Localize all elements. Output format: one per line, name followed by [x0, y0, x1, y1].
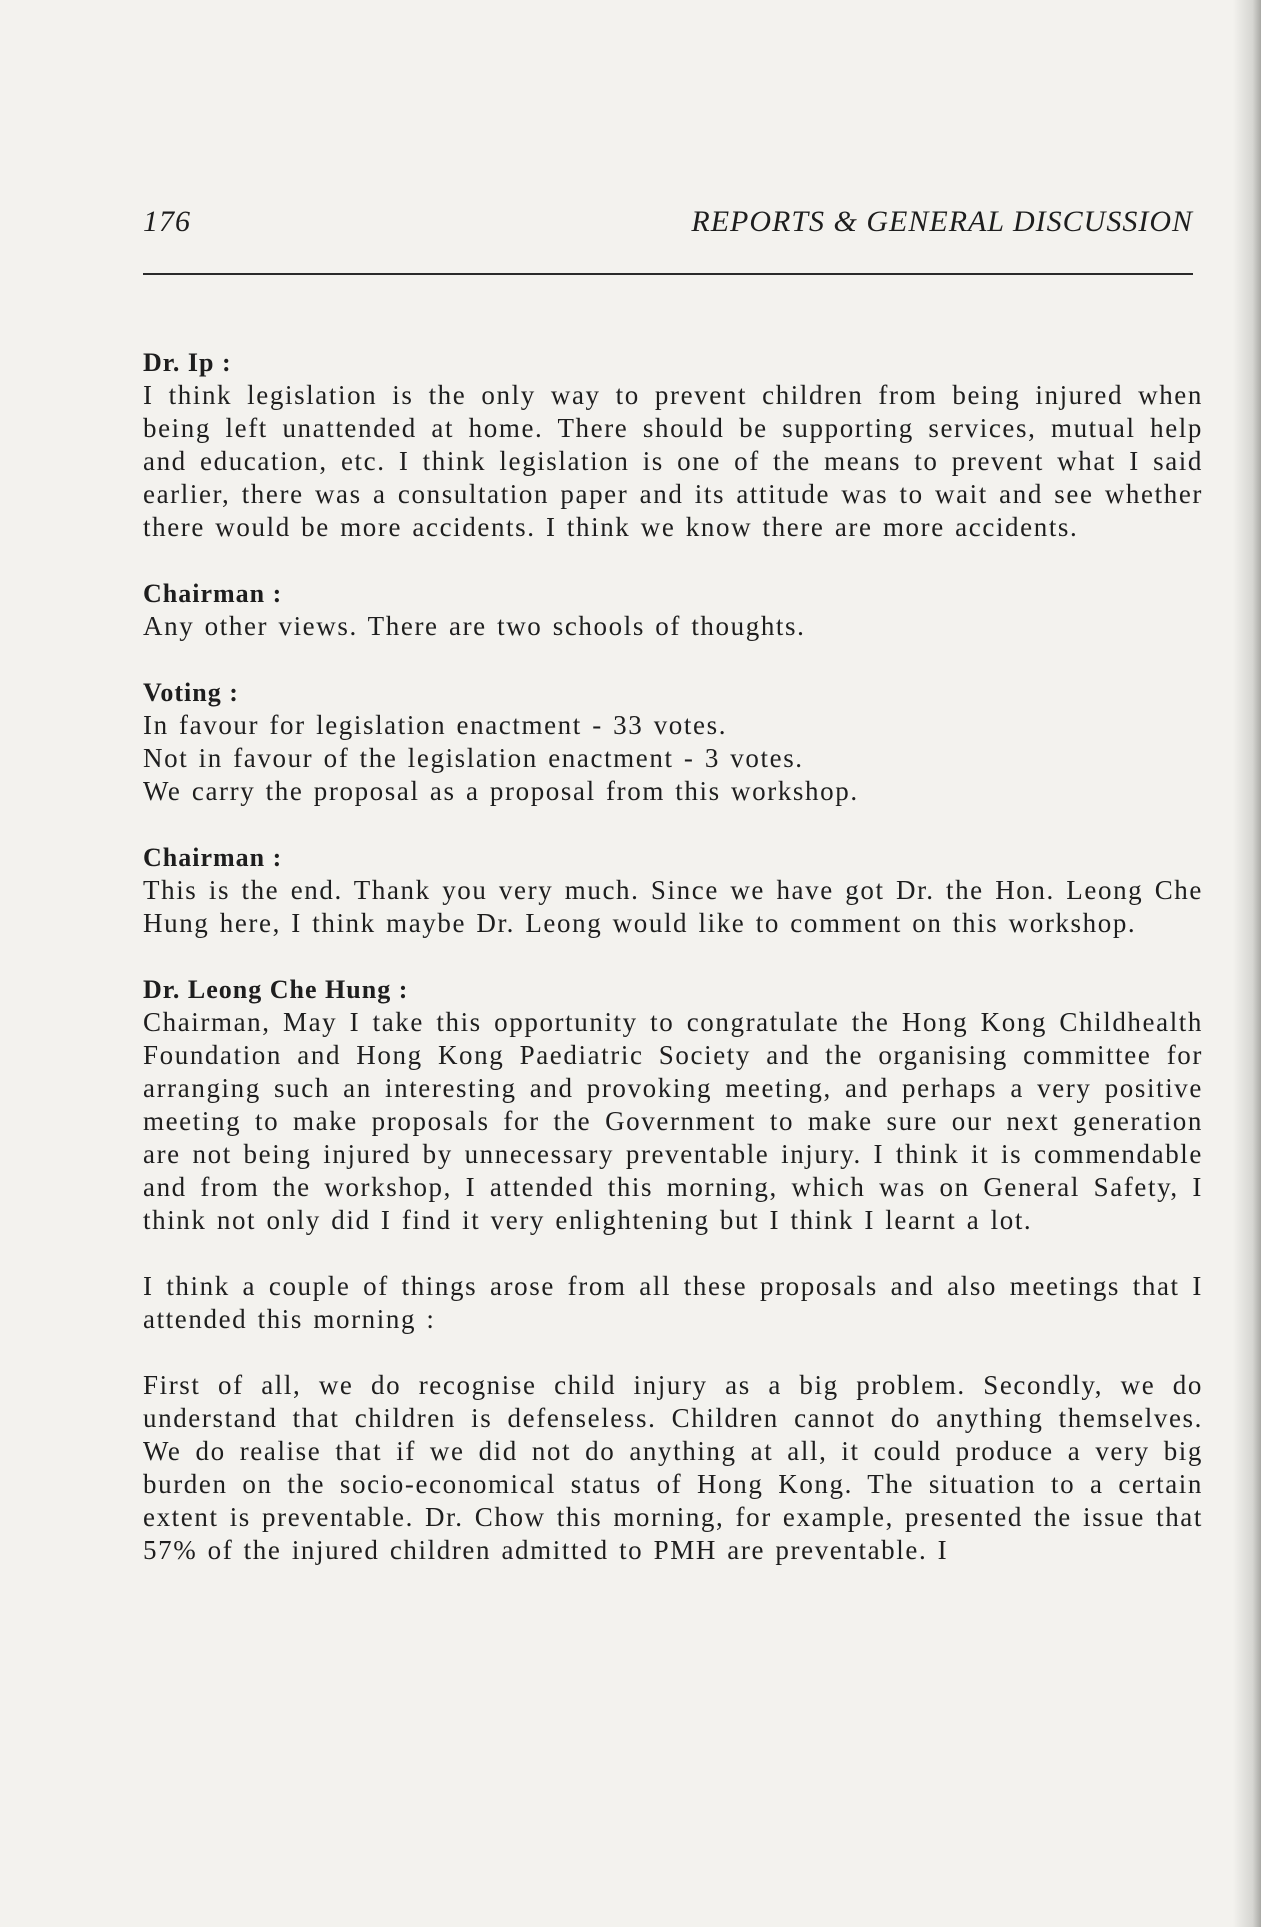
page-body: [143, 346, 1203, 1600]
paragraph: First of all, we do recognise child injury as a big problem. Secondly, we do understand that children is defenseless. Children cannot do anything themselves. We do realise that if we did not do anything at all, it could produce a very big burden on the socio-economical status of Hong Kong. The situation to a certain extent is preventable. Dr. Chow this morning, for example, presented the issue that 57% of the injured children admitted to PMH are preventable. I: [143, 1370, 1203, 1565]
page-number: 176: [143, 205, 191, 238]
paragraph: I think a couple of things arose from all these proposals and also meetings that I attended this morning :: [143, 1271, 1203, 1334]
speaker-name: Dr. Ip :: [143, 348, 232, 377]
speaker-block-chairman-2: [143, 841, 1203, 940]
paragraph-block: [143, 1270, 1203, 1336]
running-head: [143, 205, 1193, 245]
speaker-name: Chairman :: [143, 843, 283, 872]
speech-text: This is the end. Thank you very much. Since we have got Dr. the Hon. Leong Che Hung here, I think maybe Dr. Leong would like to comment on this workshop.: [143, 875, 1203, 938]
speaker-name: Voting :: [143, 678, 239, 707]
vote-not-in-favour: Not in favour of the legislation enactment - 3 votes.: [143, 743, 804, 773]
speaker-block-chairman-1: [143, 577, 1203, 643]
header-rule: [143, 273, 1193, 275]
voting-block: [143, 676, 1203, 808]
speech-text: I think legislation is the only way to prevent children from being injured when being left unattended at home. There should be supporting services, mutual help and education, etc. I think legislation is one of the means to prevent what I said earlier, there was a consultation paper and its attitude was to wait and see whether there would be more accidents. I think we know there are more accidents.: [143, 380, 1203, 542]
speech-text: Chairman, May I take this opportunity to congratulate the Hong Kong Childhealth Foundation and Hong Kong Paediatric Society and the organising committee for arranging such an interesting and provoking meeting, and perhaps a very positive meeting to make proposals for the Government to make sure our next generation are not being injured by unnecessary preventable injury. I think it is commendable and from the workshop, I attended this morning, which was on General Safety, I think not only did I find it very enlightening but I think I learnt a lot.: [143, 1007, 1203, 1235]
speaker-name: Dr. Leong Che Hung :: [143, 975, 409, 1004]
speaker-block-dr-leong: [143, 973, 1203, 1237]
speech-text: Any other views. There are two schools of thoughts.: [143, 611, 806, 641]
section-title: REPORTS & GENERAL DISCUSSION: [691, 205, 1193, 238]
page-edge-shadow: [1233, 0, 1261, 1927]
speaker-name: Chairman :: [143, 579, 283, 608]
paragraph-block: [143, 1369, 1203, 1567]
vote-in-favour: In favour for legislation enactment - 33 votes.: [143, 710, 728, 740]
speaker-block-dr-ip: [143, 346, 1203, 544]
vote-outcome: We carry the proposal as a proposal from this workshop.: [143, 776, 859, 806]
